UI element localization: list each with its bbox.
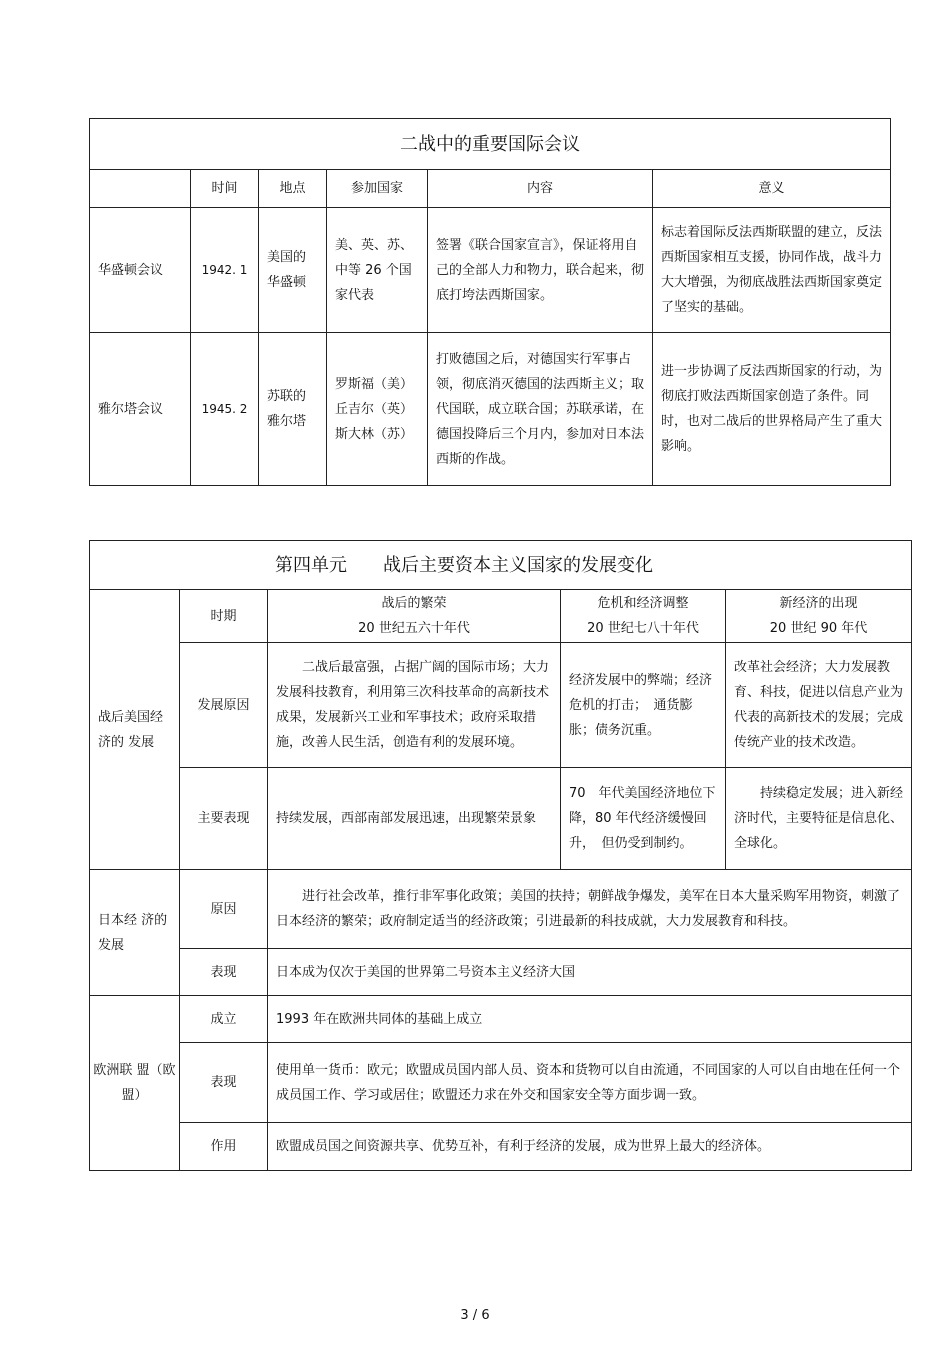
us-cause-3: 改革社会经济；大力发展教育、科技，促进以信息产业为代表的高新技术的发展；完成传统产业的技术改造。	[726, 643, 912, 768]
us-cause-2: 经济发展中的弊端；经济危机的打击； 通货膨胀；债务沉重。	[561, 643, 726, 768]
meetings-title: 二战中的重要国际会议	[90, 119, 891, 170]
period-years: 20 世纪五六十年代	[358, 621, 470, 636]
eu-founding-label: 成立	[180, 996, 268, 1043]
meeting-place: 美国的华盛顿	[259, 208, 327, 333]
meeting-meaning: 标志着国际反法西斯联盟的建立，反法西斯国家相互支援，协同作战，战斗力大大增强，为彻底战胜法西斯国家奠定了坚实的基础。	[653, 208, 891, 333]
japan-economy-label: 日本经 济的发展	[90, 870, 180, 996]
us-economy-label: 战后美国经济的 发展	[90, 590, 180, 870]
header-blank	[90, 170, 191, 208]
eu-perf-label: 表现	[180, 1043, 268, 1123]
us-period-1	[268, 590, 561, 643]
eu-label: 欧洲联 盟（欧盟）	[90, 996, 180, 1171]
header-content: 内容	[428, 170, 653, 208]
eu-role: 欧盟成员国之间资源共享、优势互补，有利于经济的发展，成为世界上最大的经济体。	[268, 1123, 912, 1171]
japan-perf-label: 表现	[180, 949, 268, 996]
header-time: 时间	[191, 170, 259, 208]
period-name: 新经济的出现	[779, 596, 858, 611]
us-perf-label: 主要表现	[180, 768, 268, 870]
us-cause-label: 发展原因	[180, 643, 268, 768]
us-cause-1: 二战后最富强，占据广阔的国际市场；大力发展科技教育，利用第三次科技革命的高新技术成果，发展新兴工业和军事技术；政府采取措施，改善人民生活，创造有利的发展环境。	[268, 643, 561, 768]
header-meaning: 意义	[653, 170, 891, 208]
japan-cause: 进行社会改革，推行非军事化政策；美国的扶持；朝鲜战争爆发，美军在日本大量采购军用物资，刺激了日本经济的繁荣；政府制定适当的经济政策；引进最新的科技成就，大力发展教育和科技。	[268, 870, 912, 949]
table-row	[90, 208, 891, 333]
japan-cause-label: 原因	[180, 870, 268, 949]
meeting-name: 华盛顿会议	[90, 208, 191, 333]
period-name: 危机和经济调整	[597, 596, 689, 611]
meeting-countries: 美、英、苏、中等 26 个国家代表	[327, 208, 428, 333]
meeting-time: 1945. 2	[191, 333, 259, 486]
meeting-content: 打败德国之后，对德国实行军事占领，彻底消灭德国的法西斯主义；取代国联，成立联合国；苏联承诺，在德国投降后三个月内，参加对日本法西斯的作战。	[428, 333, 653, 486]
us-period-2	[561, 590, 726, 643]
eu-founding: 1993 年在欧洲共同体的基础上成立	[268, 996, 912, 1043]
meetings-table	[89, 118, 891, 486]
period-years: 20 世纪 90 年代	[769, 621, 868, 636]
us-period-3	[726, 590, 912, 643]
period-name: 战后的繁荣	[381, 596, 447, 611]
us-perf-1: 持续发展，西部南部发展迅速，出现繁荣景象	[268, 768, 561, 870]
header-place: 地点	[259, 170, 327, 208]
us-period-label: 时期	[180, 590, 268, 643]
eu-perf: 使用单一货币：欧元；欧盟成员国内部人员、资本和货物可以自由流通，不同国家的人可以自由地在任何一个成员国工作、学习或居住；欧盟还力求在外交和国家安全等方面步调一致。	[268, 1043, 912, 1123]
unit4-table	[89, 540, 912, 1171]
table-row	[90, 333, 891, 486]
header-countries: 参加国家	[327, 170, 428, 208]
period-years: 20 世纪七八十年代	[587, 621, 699, 636]
meeting-place: 苏联的雅尔塔	[259, 333, 327, 486]
us-perf-3: 持续稳定发展；进入新经济时代，主要特征是信息化、全球化。	[726, 768, 912, 870]
unit4-title: 第四单元 战后主要资本主义国家的发展变化	[90, 541, 912, 590]
eu-role-label: 作用	[180, 1123, 268, 1171]
japan-perf: 日本成为仅次于美国的世界第二号资本主义经济大国	[268, 949, 912, 996]
meeting-meaning: 进一步协调了反法西斯国家的行动，为彻底打败法西斯国家创造了条件。同时，也对二战后的世界格局产生了重大影响。	[653, 333, 891, 486]
meeting-time: 1942. 1	[191, 208, 259, 333]
us-perf-2: 70 年代美国经济地位下降，80 年代经济缓慢回升， 但仍受到制约。	[561, 768, 726, 870]
meeting-countries: 罗斯福（美）丘吉尔（英）斯大林（苏）	[327, 333, 428, 486]
meeting-name: 雅尔塔会议	[90, 333, 191, 486]
meeting-content: 签署《联合国家宣言》，保证将用自己的全部人力和物力，联合起来，彻底打垮法西斯国家。	[428, 208, 653, 333]
page-number: 3 / 6	[460, 1308, 490, 1323]
